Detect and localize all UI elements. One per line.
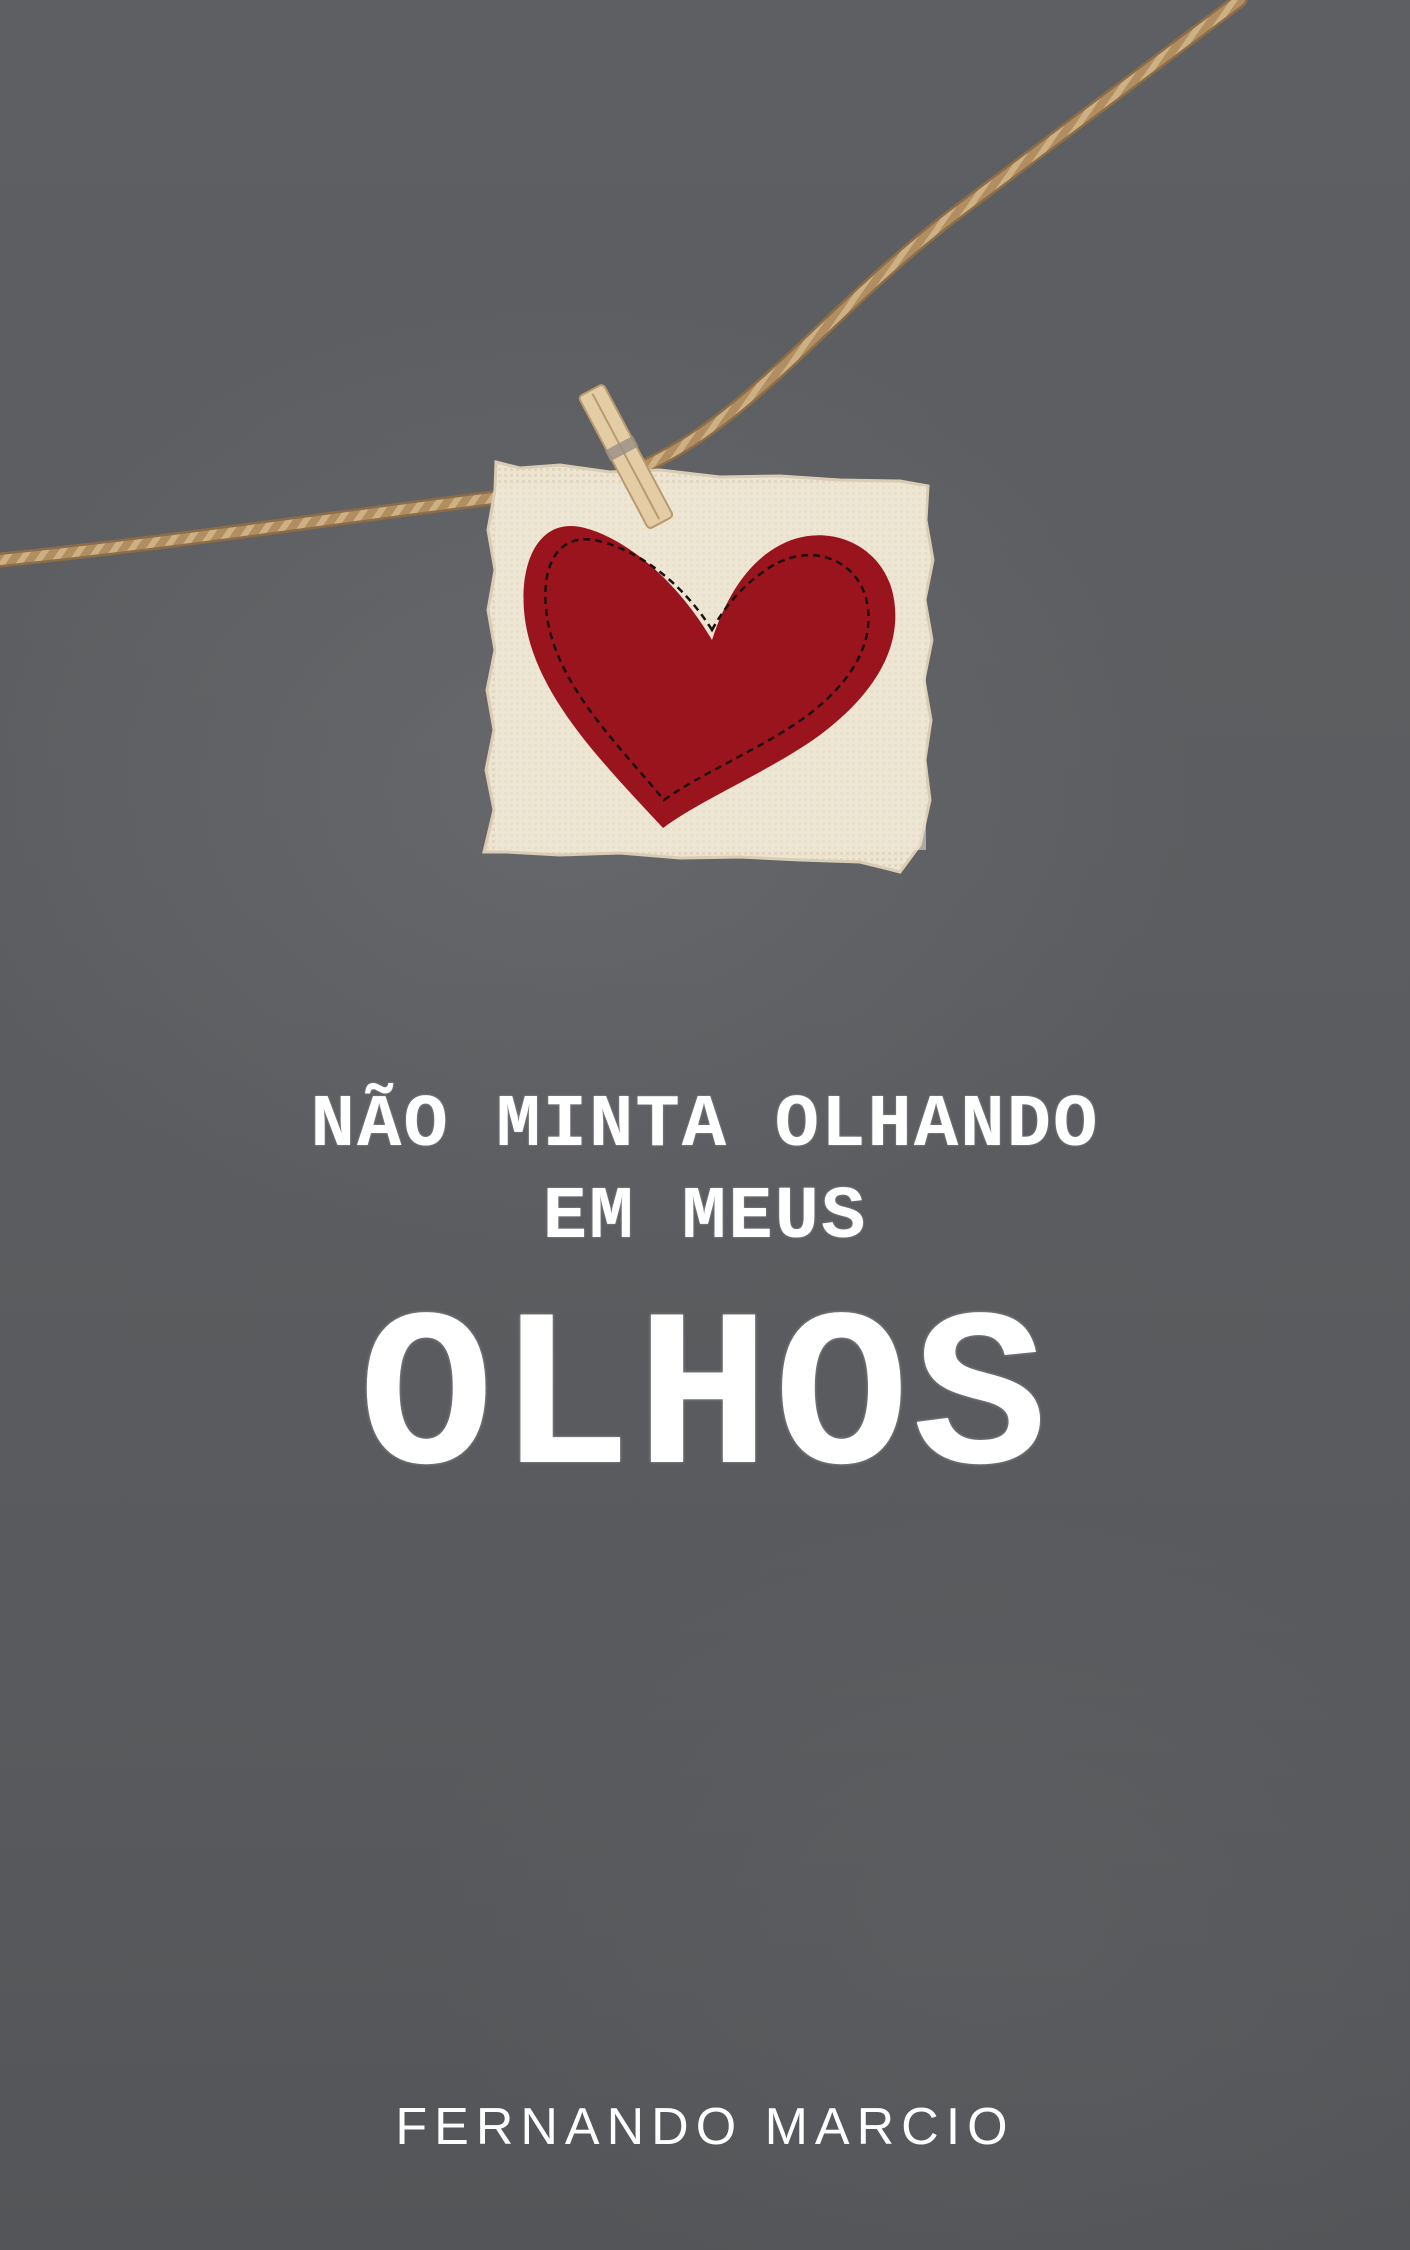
title-block	[0, 1080, 1410, 1530]
title-line-2: EM MEUS	[542, 1176, 868, 1260]
author-name: FERNANDO MARCIO	[395, 2098, 1015, 2156]
hanging-heart-illustration	[0, 0, 1410, 980]
title-main: OLHOS	[358, 1277, 1052, 1530]
title-line-1: NÃO MINTA OLHANDO	[310, 1084, 1100, 1168]
